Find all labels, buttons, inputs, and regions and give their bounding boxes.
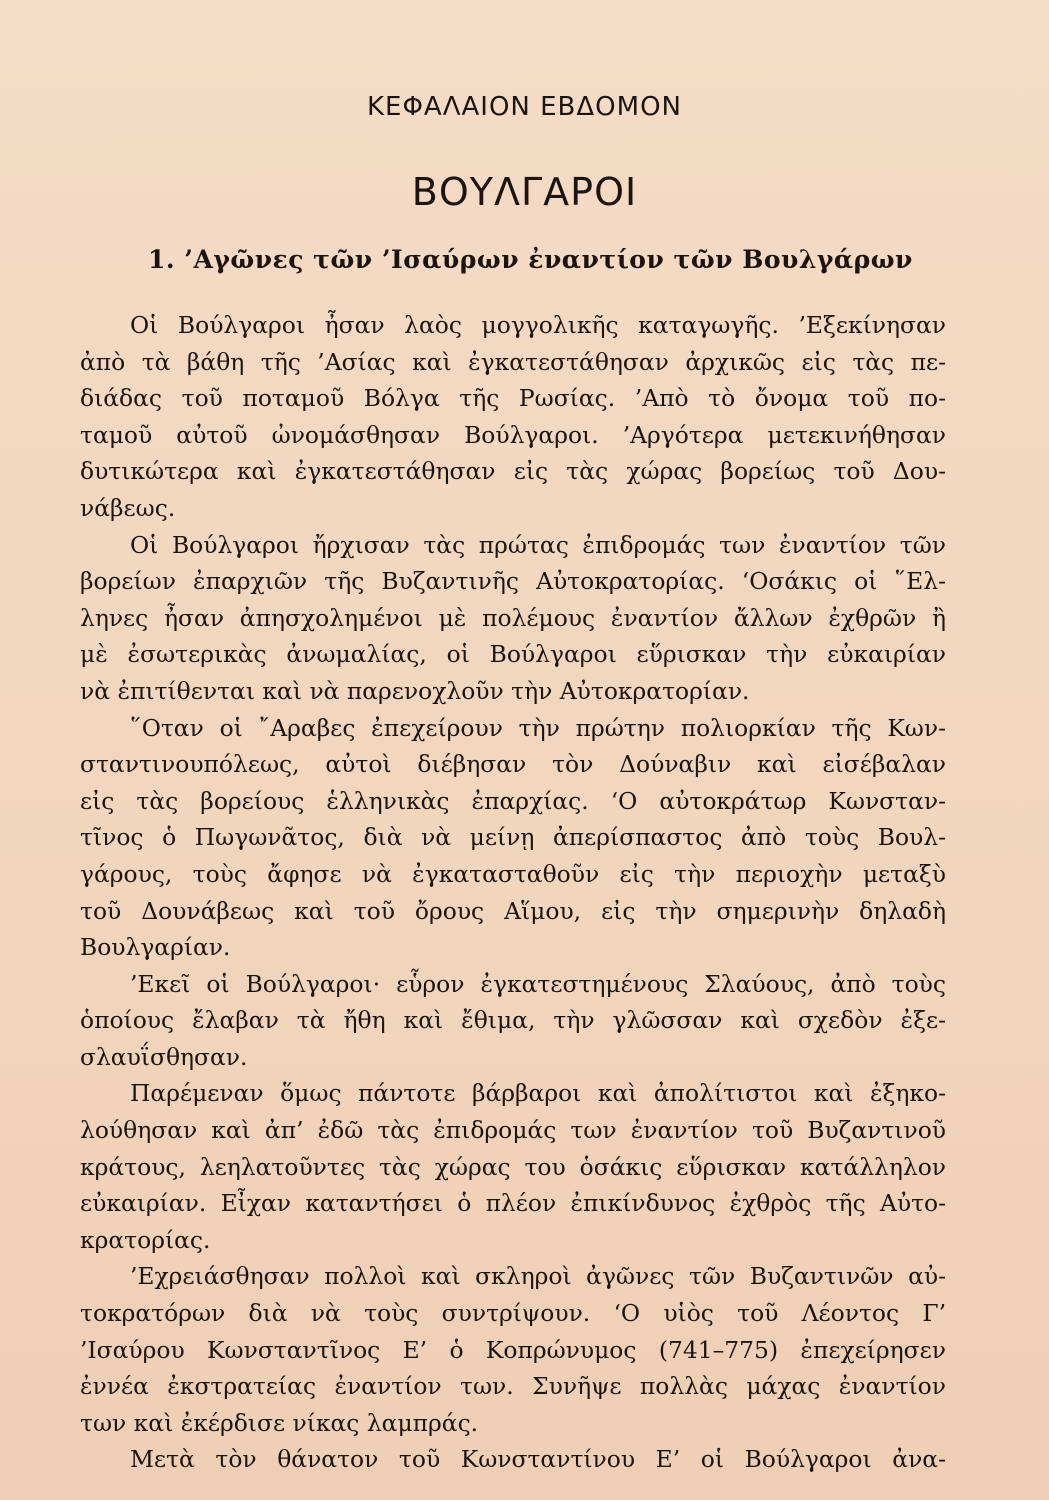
paragraph [80,1258,946,1441]
text-line: Παρέμεναν ὅμως πάντοτε βάρβαροι καὶ ἀπολίτιστοι καὶ ἐξηκο- [130,1079,946,1108]
text-line: γάρους, τοὺς ἄφησε νὰ ἐγκατασταθοῦν εἰς τὴν περιοχὴν μεταξὺ [80,859,946,888]
text-line: ’Ισαύρου Κωνσταντῖνος Ε’ ὁ Κοπρώνυμος (741–775) ἐπεχείρησεν [80,1335,946,1364]
text-line: ὁποίους ἔλαβαν τὰ ἤθη καὶ ἔθιμα, τὴν γλῶσσαν καὶ σχεδὸν ἐξε- [80,1006,946,1035]
text-line: τοῦ Δουνάβεως καὶ τοῦ ὄρους Αἵμου, εἰς τὴν σημερινὴν δηλαδὴ [80,896,946,925]
text-line: σλαυΐσθησαν. [80,1042,248,1071]
paragraph [80,1441,946,1478]
paragraph [80,966,946,1076]
text-line: λούθησαν καὶ ἀπ’ ἐδῶ τὰς ἐπιδρομάς των ἐναντίον τοῦ Βυζαντινοῦ [80,1116,946,1145]
text-line: κράτους, λεηλατοῦντες τὰς χώρας του ὁσάκις εὕρισκαν κατάλληλον [80,1152,946,1181]
text-line: νάβεως. [80,493,176,522]
paragraph [80,710,946,966]
text-line: μὲ ἐσωτερικὰς ἀνωμαλίας, οἱ Βούλγαροι εὕρισκαν τὴν εὐκαιρίαν [80,640,946,669]
text-line: δυτικώτερα καὶ ἐγκατεστάθησαν εἰς τὰς χώρας βορείως τοῦ Δου- [80,457,946,486]
text-line: βορείων ἐπαρχιῶν τῆς Βυζαντινῆς Αὐτοκρατορίας. ‘Οσάκις οἱ ῞Ελ- [80,567,946,596]
text-line: των καὶ ἐκέρδισε νίκας λαμπράς. [80,1408,479,1437]
text-line: ληνες ἦσαν ἀπησχολημένοι μὲ πολέμους ἐναντίον ἄλλων ἐχθρῶν ἢ [80,603,946,632]
chapter-title: ΒΟΥΛΓΑΡΟΙ [411,170,638,214]
section-heading: 1. ’Αγῶνες τῶν ’Ισαύρων ἐναντίον τῶν Βουλγάρων [148,245,913,274]
text-line: ’Εκεῖ οἱ Βούλγαροι· εὗρον ἐγκατεστημένους Σλαύους, ἀπὸ τοὺς [130,969,946,998]
text-line: ῞Οταν οἱ ῎Αραβες ἐπεχείρουν τὴν πρώτην πολιορκίαν τῆς Κων- [130,713,946,742]
text-line: τῖνος ὁ Πωγωνᾶτος, διὰ νὰ μείνῃ ἀπερίσπαστος ἀπὸ τοὺς Βουλ- [80,823,946,852]
text-line: νὰ ἐπιτίθενται καὶ νὰ παρενοχλοῦν τὴν Αὐτοκρατορίαν. [80,676,750,705]
text-line: ἐννέα ἐκστρατείας ἐναντίον των. Συνῆψε πολλὰς μάχας ἐναντίον [80,1372,946,1401]
text-line: ἀπὸ τὰ βάθη τῆς ’Ασίας καὶ ἐγκατεστάθησαν ἀρχικῶς εἰς τὰς πε- [80,347,946,376]
text-line: εὐκαιρίαν. Εἶχαν καταντήσει ὁ πλέον ἐπικίνδυνος ἐχθρὸς τῆς Αὐτο- [80,1189,946,1218]
text-line: κρατορίας. [80,1225,211,1254]
text-line: ’Εχρειάσθησαν πολλοὶ καὶ σκληροὶ ἀγῶνες τῶν Βυζαντινῶν αὐ- [130,1262,946,1291]
text-line: Οἱ Βούλγαροι ἤρχισαν τὰς πρώτας ἐπιδρομάς των ἐναντίον τῶν [130,530,946,559]
text-line: εἰς τὰς βορείους ἑλληνικὰς ἐπαρχίας. ‘Ο αὐτοκράτωρ Κωνσταν- [80,786,946,815]
chapter-label: ΚΕΦΑΛΑΙΟΝ ΕΒΔΟΜΟΝ [366,92,682,122]
text-line: Μετὰ τὸν θάνατον τοῦ Κωνσταντίνου Ε’ οἱ Βούλγαροι ἀνα- [130,1445,946,1474]
body-text [80,307,946,1478]
text-line: Βουλγαρίαν. [80,933,231,962]
text-line: ταμοῦ αὐτοῦ ὠνομάσθησαν Βούλγαροι. ’Αργότερα μετεκινήθησαν [80,420,946,449]
text-line: Οἱ Βούλγαροι ἦσαν λαὸς μογγολικῆς καταγωγῆς. ’Εξεκίνησαν [130,311,946,339]
text-line: σταντινουπόλεως, αὐτοὶ διέβησαν τὸν Δούναβιν καὶ εἰσέβαλαν [80,750,946,779]
text-line: τοκρατόρων διὰ νὰ τοὺς συντρίψουν. ‘Ο υἱὸς τοῦ Λέοντος Γ’ [80,1299,946,1328]
paragraph [80,527,946,710]
paragraph [80,1075,946,1258]
text-line: διάδας τοῦ ποταμοῦ Βόλγα τῆς Ρωσίας. ’Απὸ τὸ ὄνομα τοῦ πο- [80,384,946,413]
paragraph [80,307,946,527]
